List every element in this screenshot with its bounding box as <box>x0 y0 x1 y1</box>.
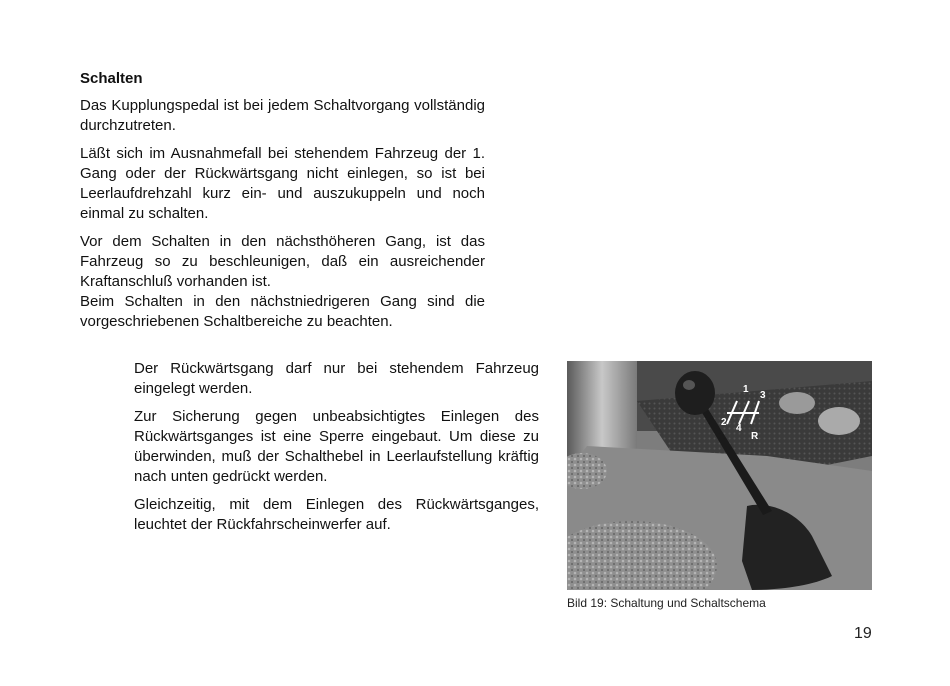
paragraph-downshift: Beim Schalten in den nächstniedrigeren Gang sind die vorgeschriebenen Schaltbereiche zu beachten. <box>80 293 485 330</box>
paragraph-reverse-lock: Zur Sicherung gegen unbeabsichtigtes Einlegen des Rückwärtsganges ist eine Sperre eingebaut. Um diese zu überwinden, muß der Schalthebel in Leerlaufstellung kräftig nach unten gedrückt werden. <box>134 408 539 485</box>
gear-label-3: 3 <box>760 390 766 401</box>
shift-knob <box>675 371 715 415</box>
figure-caption: Bild 19: Schaltung und Schaltschema <box>567 596 766 610</box>
paragraph-reverse-light: Gleichzeitig, mit dem Einlegen des Rückwärtsganges, leuchtet der Rückfahrscheinwerfer auf. <box>134 496 539 533</box>
pedal-left <box>779 392 815 414</box>
section-title: Schalten <box>80 70 143 87</box>
paragraph-clutch: Das Kupplungspedal ist bei jedem Schaltvorgang vollständig durchzutreten. <box>80 97 485 134</box>
gear-shift-photo <box>567 361 872 590</box>
gear-shift-illustration <box>567 361 872 590</box>
gear-label-1: 1 <box>743 384 749 395</box>
gear-label-4: 4 <box>736 423 742 434</box>
page-number: 19 <box>854 625 872 642</box>
gear-label-reverse: R <box>751 431 759 442</box>
gear-label-2: 2 <box>721 417 727 428</box>
reverse-gear-note <box>134 359 539 543</box>
pedal-right <box>818 407 860 435</box>
paragraph-reverse-standing: Der Rückwärtsgang darf nur bei stehendem Fahrzeug eingelegt werden. <box>134 360 539 397</box>
paragraph-upshift: Vor dem Schalten in den nächsthöheren Gang, ist das Fahrzeug so zu beschleunigen, daß ein ausreichender Kraftanschluß vorhanden ist. <box>80 233 485 290</box>
main-text-column <box>80 96 485 340</box>
paragraph-first-gear: Läßt sich im Ausnahmefall bei stehendem Fahrzeug der 1. Gang oder der Rückwärtsgang nicht einlegen, so ist bei Leerlaufdrehzahl kurz ein- und auszukuppeln und noch einmal zu schalten. <box>80 145 485 222</box>
